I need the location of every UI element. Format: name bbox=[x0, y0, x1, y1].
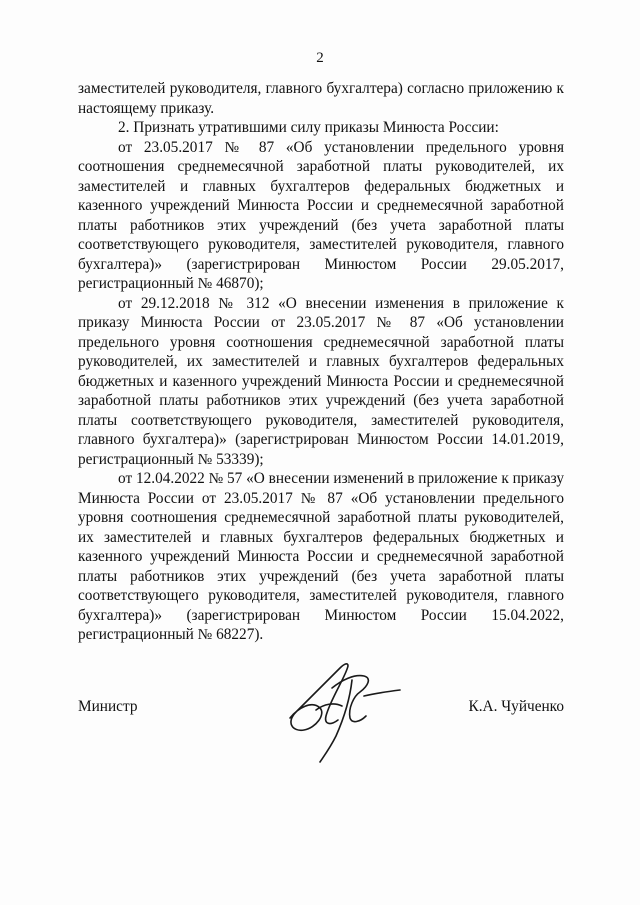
page-number: 2 bbox=[316, 50, 324, 66]
handwritten-signature-icon bbox=[268, 650, 408, 770]
document-body bbox=[78, 79, 564, 645]
paragraph-order-2022: от 12.04.2022 № 57 «О внесении изменений в приложение к приказу Минюста России от 23.05.2017 № 87 «Об установлении предельного уровня соотношения среднемесячной заработной платы руководителей, их заместителей и главных бухгалтеров федеральных бюджетных и казенного учреждений Минюста России и среднемесячной заработной платы работников этих учреждений (без учета заработной платы соответствующего руководителя, заместителей руководителя, главного бухгалтера)» (зарегистрирован Минюстом России 15.04.2022, регистрационный № 68227). bbox=[78, 470, 564, 643]
signatory-name: К.А. Чуйченко bbox=[468, 698, 564, 715]
signatory-title: Министр bbox=[78, 698, 138, 715]
paragraph-continuation: заместителей руководителя, главного бухгалтера) согласно приложению к настоящему приказу. bbox=[78, 80, 564, 117]
paragraph-item-2: 2. Признать утратившими силу приказы Минюста России: bbox=[118, 119, 499, 136]
paragraph-order-2018: от 29.12.2018 № 312 «О внесении изменения в приложение к приказу Минюста России от 23.05.2017 № 87 «Об установлении предельного уровня соотношения среднемесячной заработной платы руководителей, их заместителей и главных бухгалтеров федеральных бюджетных и казенного учреждений Минюста России и среднемесячной заработной платы работников этих учреждений (без учета заработной платы соответствующего руководителя, заместителей руководителя, главного бухгалтера)» (зарегистрирован Минюстом России 14.01.2019, регистрационный № 53339); bbox=[78, 294, 564, 468]
paragraph-order-2017: от 23.05.2017 № 87 «Об установлении предельного уровня соотношения среднемесячной заработной платы руководителей, их заместителей и главных бухгалтеров федеральных бюджетных и казенного учреждений Минюста России и среднемесячной заработной платы работников этих учреждений (без учета заработной платы соответствующего руководителя, заместителей руководителя, главного бухгалтера)» (зарегистрирован Минюстом России 29.05.2017, регистрационный № 46870); bbox=[78, 138, 564, 292]
